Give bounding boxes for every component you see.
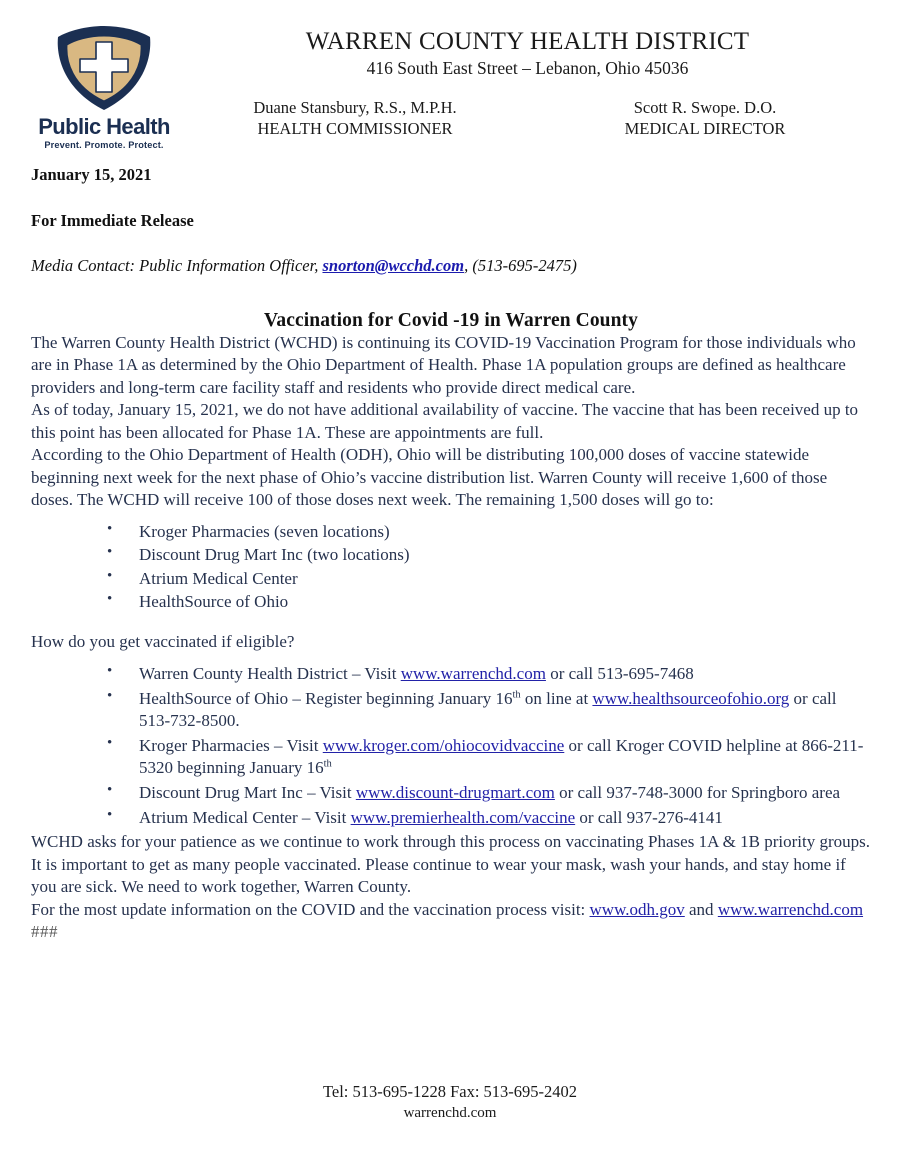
page-footer — [0, 1081, 900, 1124]
link-warrenchd[interactable]: www.warrenchd.com — [400, 663, 546, 683]
item-text-before: Atrium Medical Center – Visit — [139, 807, 351, 827]
footer-website: warrenchd.com — [403, 1105, 497, 1122]
media-contact-prefix: Media Contact: Public Information Officer, — [31, 256, 323, 275]
media-contact-line — [31, 256, 871, 276]
link-kroger-ohiocovidvaccine[interactable]: www.kroger.com/ohiocovidvaccine — [322, 735, 565, 755]
public-health-shield-icon — [52, 22, 156, 114]
how-to-question: How do you get vaccinated if eligible? — [31, 631, 295, 651]
release-date: January 15, 2021 — [31, 165, 152, 184]
list-item: • HealthSource of Ohio — [107, 591, 871, 614]
link-odh-gov[interactable]: www.odh.gov — [589, 899, 685, 919]
logo-tagline: Prevent. Promote. Protect. — [44, 140, 164, 150]
how-to-vaccinate-list — [31, 663, 871, 829]
organization-address: 416 South East Street – Lebanon, Ohio 45036 — [366, 58, 689, 78]
list-item: • Kroger Pharmacies (seven locations) — [107, 521, 871, 544]
item-text-before: Discount Drug Mart Inc – Visit — [139, 782, 356, 802]
page-title: Vaccination for Covid -19 in Warren County — [263, 310, 638, 331]
link-warrenchd-closing[interactable]: www.warrenchd.com — [717, 899, 864, 919]
item-text-after: or call 513-695-7468 — [545, 663, 694, 683]
item-text-after: or call 937-276-4141 — [575, 807, 723, 827]
item-text-before: HealthSource of Ohio – Register beginning January 16 — [139, 688, 513, 708]
logo-wordmark: Public Health — [38, 114, 170, 139]
paragraph-program-continuation: The Warren County Health District (WCHD) is continuing its COVID-19 Vaccination Program for those individuals who are in Phase 1A as determined by the Ohio Department of Health. Phase 1A population groups are defined as healthcare providers and long-term care facility staff and residents who provide direct medical care. — [31, 333, 856, 397]
ordinal-suffix: th — [323, 758, 332, 770]
public-health-logo — [33, 22, 175, 150]
document-body — [31, 160, 871, 942]
closing-middle: and — [684, 899, 718, 919]
paragraph-distribution: According to the Ohio Department of Health (ODH), Ohio will be distributing 100,000 doses of vaccine statewide beginning next week for the next phase of Ohio’s vaccine distribution list. Warren County will receive 1,600 of those doses. The WCHD will receive 100 of those doses next week. The remaining 1,500 doses will go to: — [31, 445, 828, 510]
link-premierhealth-vaccine[interactable]: www.premierhealth.com/vaccine — [350, 807, 576, 827]
end-marker: ### — [31, 921, 58, 941]
item-text-before: Warren County Health District – Visit — [139, 663, 401, 683]
letterhead-heading — [180, 28, 875, 80]
officer-role: MEDICAL DIRECTOR — [624, 119, 786, 139]
officer-name: Scott R. Swope. D.O. — [633, 98, 777, 117]
paragraph-closing — [31, 899, 871, 921]
item-text-after: or call 937-748-3000 for Springboro area — [554, 782, 841, 802]
release-notice: For Immediate Release — [31, 211, 194, 230]
link-healthsourceofohio[interactable]: www.healthsourceofohio.org — [592, 688, 790, 708]
list-item — [107, 663, 871, 686]
item-text-after: or call 513-732-8500. — [139, 688, 837, 731]
list-item: • Atrium Medical Center — [107, 568, 871, 591]
ordinal-suffix: th — [512, 688, 521, 700]
item-text-mid: on line at — [520, 688, 593, 708]
list-item — [107, 782, 871, 805]
officer-name: Duane Stansbury, R.S., M.P.H. — [253, 98, 457, 117]
closing-prefix: For the most update information on the COVID and the vaccination process visit: — [31, 899, 590, 919]
media-contact-suffix: , (513-695-2475) — [464, 256, 577, 275]
list-item — [107, 807, 871, 830]
media-contact-email-link[interactable]: snorton@wcchd.com — [322, 256, 465, 275]
footer-phone-fax: Tel: 513-695-1228 Fax: 513-695-2402 — [322, 1082, 578, 1101]
officer-role: HEALTH COMMISSIONER — [257, 119, 453, 139]
list-item — [107, 688, 871, 733]
link-discount-drugmart[interactable]: www.discount-drugmart.com — [355, 782, 555, 802]
officers-row — [180, 97, 880, 139]
list-item — [107, 735, 871, 780]
paragraph-patience: WCHD asks for your patience as we continue to work through this process on vaccinating Phases 1A & 1B priority groups. It is important to get as many people vaccinated. Please continue to wear your mask, wash your hands, and stay home if you are sick. We need to work together, Warren County. — [31, 832, 870, 897]
officer-medical-director — [530, 97, 880, 139]
officer-health-commissioner — [180, 97, 530, 139]
paragraph-availability: As of today, January 15, 2021, we do not have additional availability of vaccine. The vaccine that has been received up to this point has been allocated for Phase 1A. These are appointments are full. — [31, 400, 859, 442]
provider-list — [31, 521, 871, 614]
list-item: • Discount Drug Mart Inc (two locations) — [107, 544, 871, 567]
item-text-after: or call Kroger COVID helpline at 866-211-5320 beginning January 16 — [139, 735, 864, 778]
item-text-before: Kroger Pharmacies – Visit — [139, 735, 323, 755]
letterhead — [0, 0, 900, 150]
organization-name: WARREN COUNTY HEALTH DISTRICT — [305, 28, 750, 55]
